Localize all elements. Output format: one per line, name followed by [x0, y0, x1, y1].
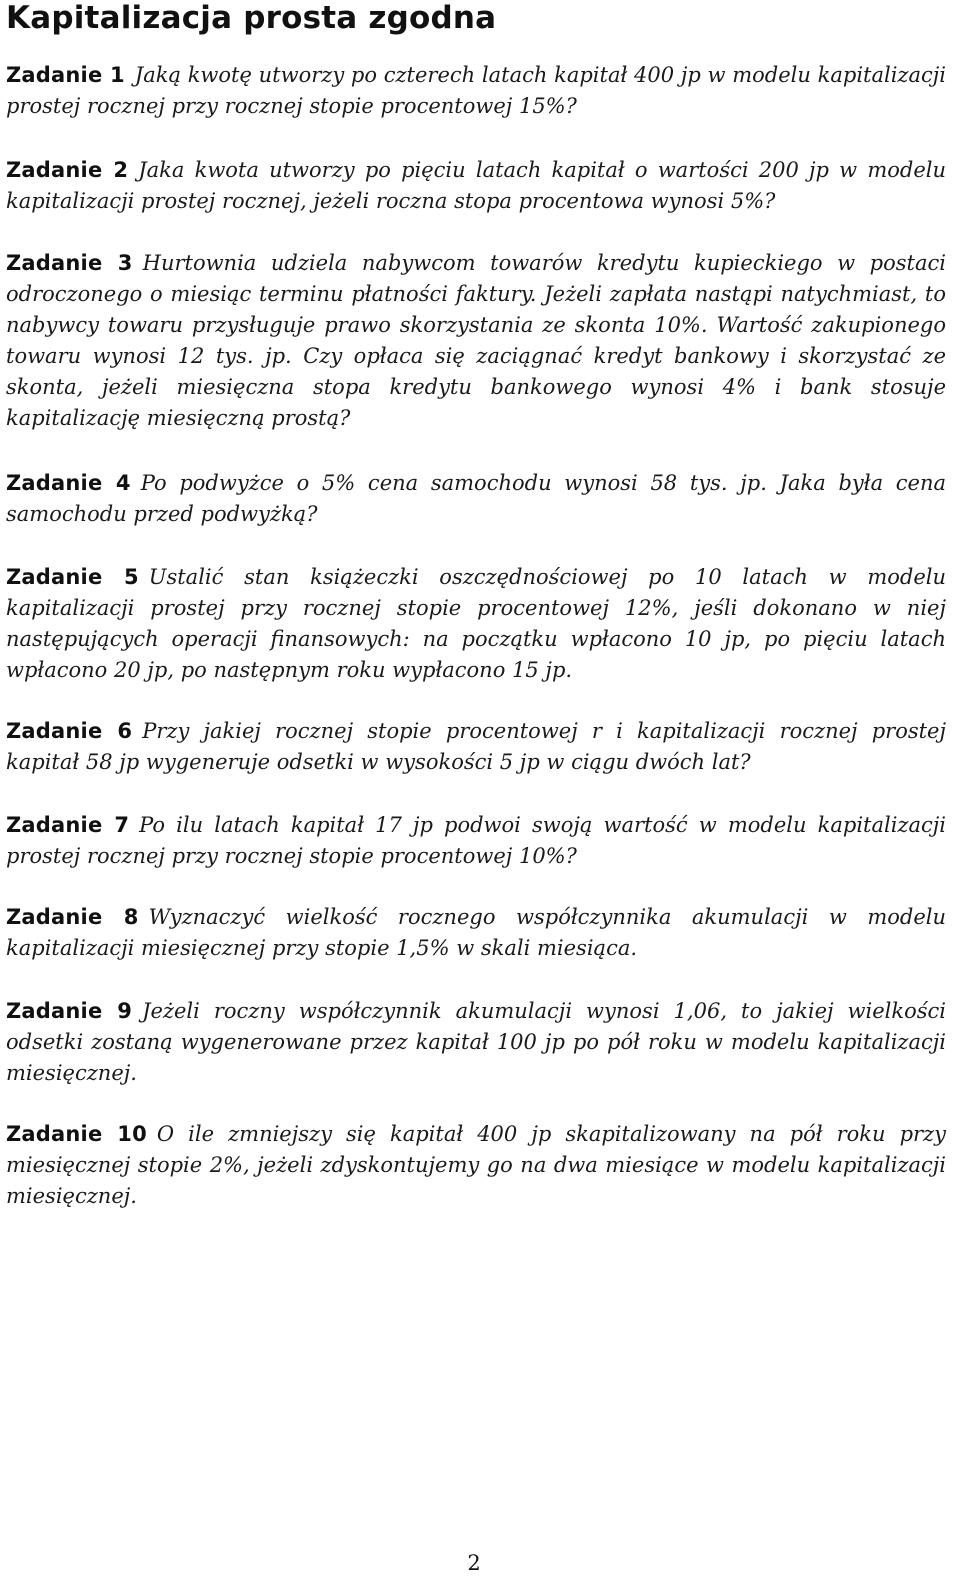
task-3 [6, 248, 946, 434]
task-label: Zadanie 2 [6, 158, 129, 182]
task-text: Jaką kwotę utworzy po czterech latach kapitał 400 jp w modelu kapitalizacji prostej rocznej przy rocznej stopie procentowej 15%? [6, 63, 946, 118]
task-text: Hurtownia udziela nabywcom towarów kredytu kupieckiego w postaci odroczonego o miesiąc terminu płatności faktury. Jeżeli zapłata nastąpi natychmiast, to nabywcy towaru przysługuje prawo skorzystania ze skonta 10%. Wartość zakupionego towaru wynosi 12 tys. jp. Czy opłaca się zaciągnać kredyt bankowy i skorzystać ze skonta, jeżeli miesięczna stopa kredytu bankowego wynosi 4% i bank stosuje kapitalizację miesięczną prostą? [6, 251, 946, 430]
task-text: O ile zmniejszy się kapitał 400 jp skapitalizowany na pół roku przy miesięcznej stopie 2%, jeżeli zdyskontujemy go na dwa miesiące w modelu kapitalizacji miesięcznej. [6, 1122, 946, 1208]
task-4 [6, 468, 946, 530]
task-label: Zadanie 3 [6, 251, 133, 275]
task-label: Zadanie 8 [6, 905, 139, 929]
task-label: Zadanie 10 [6, 1122, 147, 1146]
task-text: Jeżeli roczny współczynnik akumulacji wynosi 1,06, to jakiej wielkości odsetki zostaną wygenerowane przez kapitał 100 jp po pół roku w modelu kapitalizacji miesięcznej. [6, 999, 946, 1085]
task-label: Zadanie 7 [6, 813, 130, 837]
task-label: Zadanie 4 [6, 471, 131, 495]
task-6 [6, 716, 946, 778]
task-1 [6, 60, 946, 122]
task-text: Po podwyżce o 5% cena samochodu wynosi 58 tys. jp. Jaka była cena samochodu przed podwyżką? [6, 471, 946, 526]
task-label: Zadanie 5 [6, 565, 139, 589]
task-label: Zadanie 9 [6, 999, 133, 1023]
task-8 [6, 902, 946, 964]
task-label: Zadanie 1 [6, 63, 125, 87]
page-title: Kapitalizacja prosta zgodna [6, 0, 497, 36]
task-text: Wyznaczyć wielkość rocznego współczynnika akumulacji w modelu kapitalizacji miesięcznej przy stopie 1,5% w skali miesiąca. [6, 905, 947, 960]
task-text: Jaka kwota utworzy po pięciu latach kapitał o wartości 200 jp w modelu kapitalizacji prostej rocznej, jeżeli roczna stopa procentowa wynosi 5%? [6, 158, 946, 213]
task-label: Zadanie 6 [6, 719, 133, 743]
task-2 [6, 155, 946, 217]
document-page [6, 0, 947, 1208]
task-9 [6, 996, 946, 1089]
task-text: Ustalić stan książeczki oszczędnościowej po 10 latach w modelu kapitalizacji prostej przy rocznej stopie procentowej 12%, jeśli dokonano w niej następujących operacji finansowych: na początku wpłacono 10 jp, po pięciu latach wpłacono 20 jp, po następnym roku wypłacono 15 jp. [6, 565, 946, 682]
task-text: Przy jakiej rocznej stopie procentowej r i kapitalizacji rocznej prostej kapitał 58 jp wygeneruje odsetki w wysokości 5 jp w ciągu dwóch lat? [6, 719, 947, 774]
page-number: 2 [467, 1551, 481, 1575]
task-5 [6, 562, 946, 686]
task-7 [6, 810, 946, 872]
task-10 [6, 1119, 946, 1212]
task-text: Po ilu latach kapitał 17 jp podwoi swoją wartość w modelu kapitalizacji prostej rocznej przy rocznej stopie procentowej 10%? [6, 813, 947, 868]
